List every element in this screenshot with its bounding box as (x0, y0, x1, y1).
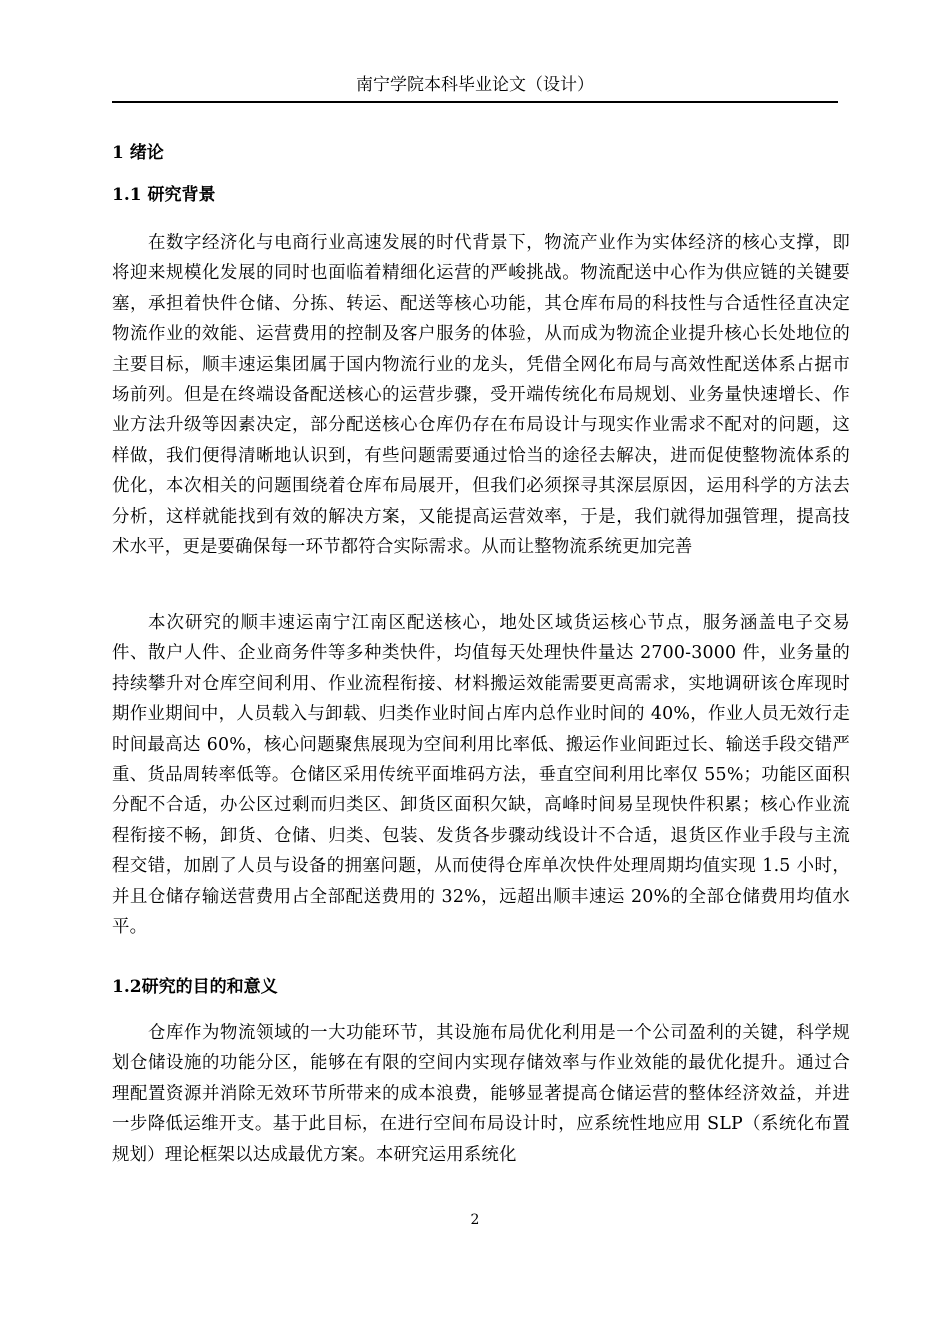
page-number: 2 (470, 1212, 480, 1228)
paragraph-purpose: 仓库作为物流领域的一大功能环节，其设施布局优化利用是一个公司盈利的关键，科学规划仓储设施的功能分区，能够在有限的空间内实现存储效率与作业效能的最优化提升。通过合理配置资源并消除无效环节所带来的成本浪费，能够显著提高仓储运营的整体经济效益，并进一步降低运维开支。基于此目标，在进行空间布局设计时，应系统性地应用 SLP（系统化布置规划）理论框架以达成最优方案。本研究运用系统化 (112, 1023, 850, 1165)
section-heading-1-1: 1.1 研究背景 (112, 185, 216, 205)
section-heading-1-2: 1.2研究的目的和意义 (112, 977, 278, 997)
paragraph-background-2: 本次研究的顺丰速运南宁江南区配送核心，地处区域货运核心节点，服务涵盖电子交易件、散户人件、企业商务件等多种类快件，均值每天处理快件量达 2700-3000 件，业务量的持续攀升对仓库空间利用、作业流程衔接、材料搬运效能需要更高需求，实地调研该仓库现时期作业期间中，人员载入与卸载、归类作业时间占库内总作业时间的 40%，作业人员无效行走时间最高达 60%，核心问题聚焦展现为空间利用比率低、搬运作业间距过长、输送手段交错严重、货品周转率低等。仓储区采用传统平面堆码方法，垂直空间利用比率仅 55%；功能区面积分配不合适，办公区过剩而归类区、卸货区面积欠缺，高峰时间易呈现快件积累；核心作业流程衔接不畅，卸货、仓储、归类、包装、发货各步骤动线设计不合适，退货区作业手段与主流程交错，加剧了人员与设备的拥塞问题，从而使得仓库单次快件处理周期均值实现 1.5 小时，并且仓储存输送营费用占全部配送费用的 32%，远超出顺丰速运 20%的全部仓储费用均值水平。 (112, 613, 850, 938)
paragraph-background-1: 在数字经济化与电商行业高速发展的时代背景下，物流产业作为实体经济的核心支撑，即将迎来规模化发展的同时也面临着精细化运营的严峻挑战。物流配送中心作为供应链的关键要塞，承担着快件仓储、分拣、转运、配送等核心功能，其仓库布局的科技性与合适性径直决定物流作业的效能、运营费用的控制及客户服务的体验，从而成为物流企业提升核心长处地位的主要目标，顺丰速运集团属于国内物流行业的龙头，凭借全网化布局与高效性配送体系占据市场前列。但是在终端设备配送核心的运营步骤，受开端传统化布局规划、业务量快速增长、作业方法升级等因素决定，部分配送核心仓库仍存在布局设计与现实作业需求不配对的问题，这样做，我们便得清晰地认识到，有些问题需要通过恰当的途径去解决，进而促使整物流体系的优化，本次相关的问题围绕着仓库布局展开，但我们必须探寻其深层原因，运用科学的方法去分析，这样就能找到有效的解决方案，又能提高运营效率，于是，我们就得加强管理，提高技术水平，更是要确保每一环节都符合实际需求。从而让整物流系统更加完善 (112, 233, 850, 558)
chapter-heading: 1 绪论 (112, 143, 164, 163)
header-rule (112, 101, 838, 103)
running-header: 南宁学院本科毕业论文（设计） (356, 75, 594, 95)
